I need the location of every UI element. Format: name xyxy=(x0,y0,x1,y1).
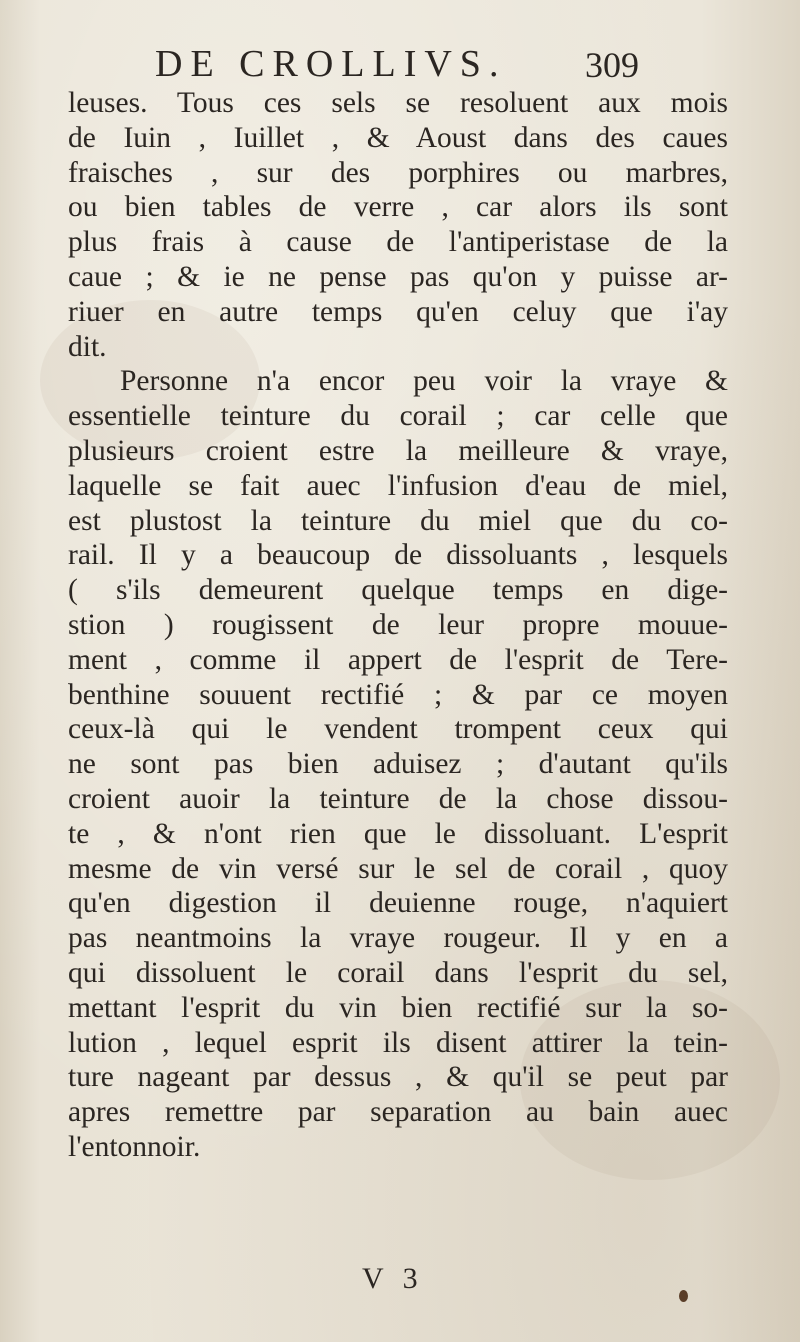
ink-speck xyxy=(679,1290,688,1302)
text-line: dit. xyxy=(68,330,107,363)
text-line: qui dissoluent le corail dans l'esprit du sel, xyxy=(68,956,728,989)
text-line: qu'en digestion il deuienne rouge, n'aquiert xyxy=(68,887,728,920)
text-line: fraisches , sur des porphires ou marbres, xyxy=(68,156,728,189)
text-line: est plustost la teinture du miel que du co- xyxy=(68,504,728,537)
text-line: te , & n'ont rien que le dissoluant. L'esprit xyxy=(68,817,728,850)
text-line: laquelle se fait auec l'infusion d'eau de miel, xyxy=(68,469,728,502)
text-line: essentielle teinture du corail ; car celle que xyxy=(68,400,728,433)
text-line: caue ; & ie ne pense pas qu'on y puisse ar- xyxy=(68,260,728,293)
text-line: plus frais à cause de l'antiperistase de la xyxy=(68,226,728,259)
text-line: lution , lequel esprit ils disent attirer la tein- xyxy=(68,1026,728,1059)
text-line: ceux-là qui le vendent trompent ceux qui xyxy=(68,713,728,746)
text-line: croient auoir la teinture de la chose dissou- xyxy=(68,782,728,815)
text-line: pas neantmoins la vraye rougeur. Il y en a xyxy=(68,922,728,955)
text-line: benthine souuent rectifié ; & par ce moyen xyxy=(68,678,728,711)
text-line: mettant l'esprit du vin bien rectifié sur la so- xyxy=(68,991,728,1024)
text-line: l'entonnoir. xyxy=(68,1130,201,1163)
running-head xyxy=(0,42,800,92)
text-line: ( s'ils demeurent quelque temps en dige- xyxy=(68,574,728,607)
text-line: rail. Il y a beaucoup de dissoluants , lesquels xyxy=(68,539,728,572)
signature-mark: V 3 xyxy=(362,1262,424,1295)
text-line: riuer en autre temps qu'en celuy que i'ay xyxy=(68,295,728,328)
text-line: mesme de vin versé sur le sel de corail , quoy xyxy=(68,852,728,885)
text-line: Personne n'a encor peu voir la vraye & xyxy=(120,365,728,398)
text-line: ou bien tables de verre , car alors ils sont xyxy=(68,191,728,224)
text-line: leuses. Tous ces sels se resoluent aux mois xyxy=(68,87,728,119)
running-head-title: DE CROLLIVS. xyxy=(155,43,507,85)
text-line: ment , comme il appert de l'esprit de Tere- xyxy=(68,643,728,676)
body-text xyxy=(68,86,728,1165)
text-line: ne sont pas bien aduisez ; d'autant qu'ils xyxy=(68,748,728,781)
text-line: ture nageant par dessus , & qu'il se peut par xyxy=(68,1061,728,1094)
text-line: plusieurs croient estre la meilleure & vraye, xyxy=(68,434,728,467)
text-line: stion ) rougissent de leur propre mouue- xyxy=(68,608,728,641)
page-number: 309 xyxy=(585,45,639,85)
text-line: apres remettre par separation au bain auec xyxy=(68,1096,728,1129)
text-line: de Iuin , Iuillet , & Aoust dans des caues xyxy=(68,121,728,154)
